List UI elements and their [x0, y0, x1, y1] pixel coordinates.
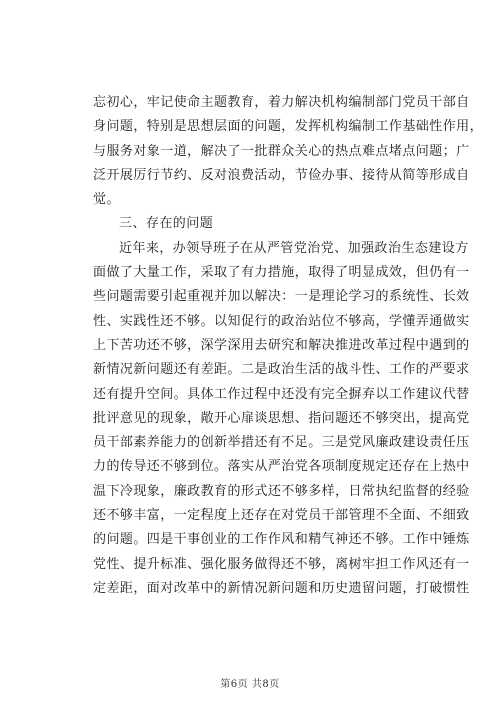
body-line: 忘初心，牢记使命主题教育，着力解决机构编制部门党员干部自 [93, 95, 470, 110]
body-line: 员干部素养能力的创新举措还有不足。三是党风廉政建设责任压 [93, 435, 470, 451]
body-line: 觉。 [93, 192, 120, 208]
paragraph-first-line: 近年来，办领导班子在从严管党治党、加强政治生态建设方 [119, 240, 469, 256]
body-line: 还有提升空间。具体工作过程中还没有完全摒弃以工作建议代替 [93, 386, 470, 402]
body-line: 上下苦功还不够，深学深用去研究和解决推进改革过程中遇到的 [93, 337, 470, 353]
body-line: 身问题，特别是思想层面的问题，发挥机构编制工作基础性作用， [93, 119, 484, 135]
body-line: 的问题。四是干事创业的工作作风和精气神还不够。工作中锤炼 [93, 532, 470, 548]
body-line: 力的传导还不够到位。落实从严治党各项制度规定还存在上热中 [93, 459, 470, 475]
section-heading: 三、存在的问题 [119, 216, 214, 232]
body-line: 定差距，面对改革中的新情况新问题和历史遗留问题，打破惯性 [93, 580, 470, 596]
body-line: 些问题需要引起重视并加以解决：一是理论学习的系统性、长效 [93, 289, 470, 305]
body-line: 与服务对象一道，解决了一批群众关心的热点难点堵点问题；广 [93, 143, 470, 159]
body-line: 温下冷现象，廉政教育的形式还不够多样，日常执纪监督的经验 [93, 483, 470, 499]
body-line: 面做了大量工作，采取了有力措施，取得了明显成效，但仍有一 [93, 265, 470, 281]
page-number-footer: 第6页 共8页 [220, 679, 280, 690]
body-line: 性、实践性还不够。以知促行的政治站位不够高，学懂弄通做实 [93, 313, 470, 329]
body-line: 批评意见的现象，敞开心扉谈思想、指问题还不够突出，提高党 [93, 410, 470, 426]
body-line: 泛开展厉行节约、反对浪费活动，节俭办事、接待从简等形成自 [93, 167, 470, 183]
body-line: 新情况新问题还有差距。二是政治生活的战斗性、工作的严要求 [93, 362, 470, 378]
body-line: 还不够丰富，一定程度上还存在对党员干部管理不全面、不细致 [93, 508, 470, 524]
document-body [93, 91, 484, 601]
body-line: 党性、提升标准、强化服务做得还不够，离树牢担工作风还有一 [93, 556, 470, 572]
